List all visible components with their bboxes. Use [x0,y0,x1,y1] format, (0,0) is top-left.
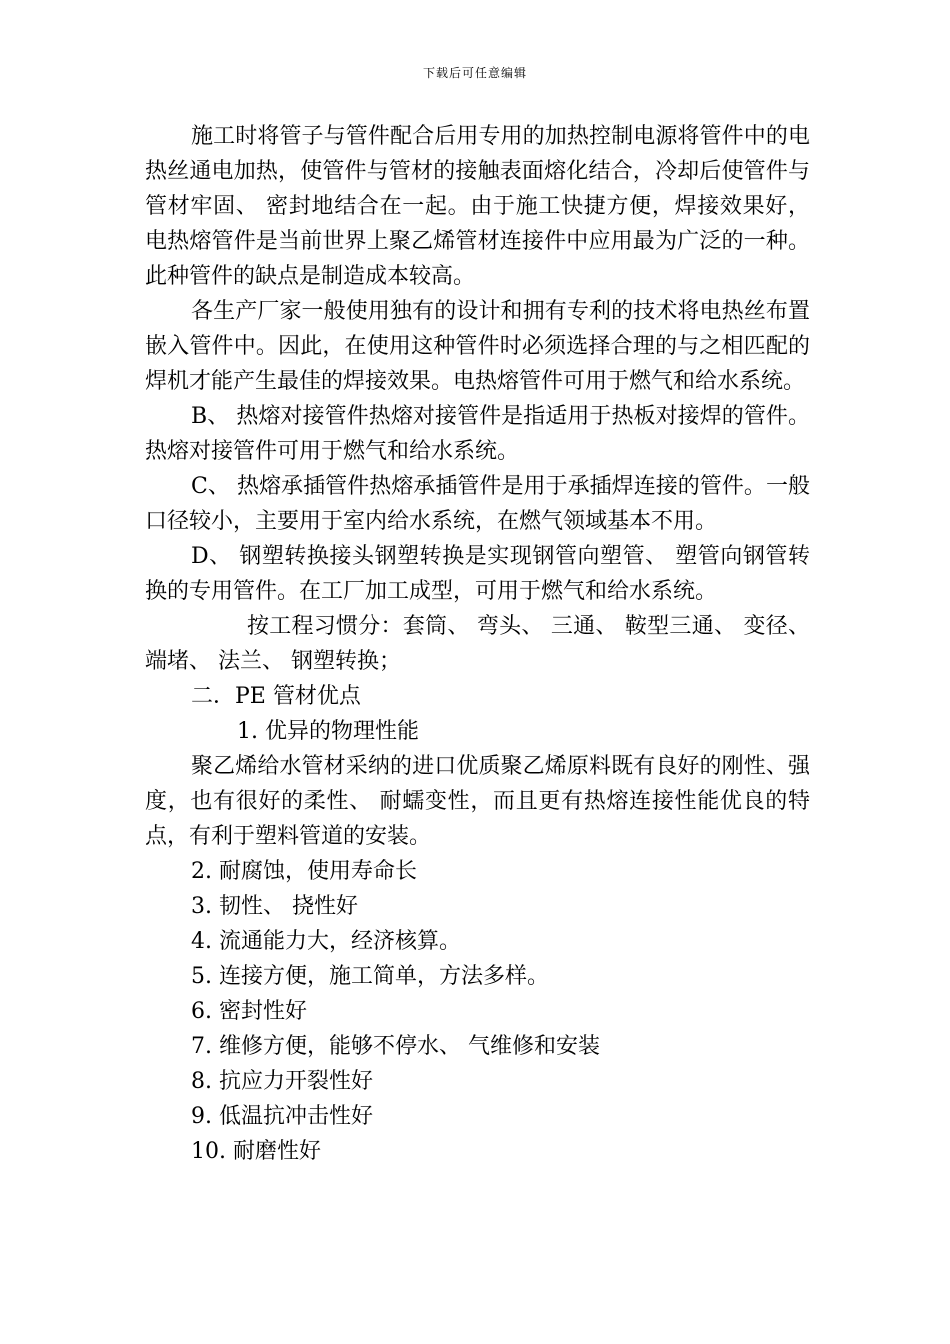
list-item: 3. 韧性、 挠性好 [191,894,358,919]
list-item: 10. 耐磨性好 [191,1139,321,1164]
list-item: 7. 维修方便，能够不停水、 气维修和安装 [191,1034,600,1059]
section-heading: 二．PE 管材优点 [191,684,361,709]
paragraph-butt-fusion-fittings: B、 热熔对接管件热熔对接管件是指适用于热板对接焊的管件。热熔对接管件可用于燃气和给水系统。 [145,404,810,464]
list-item: 8. 抗应力开裂性好 [191,1069,373,1094]
document-body [145,119,810,1169]
list-item: 9. 低温抗冲击性好 [191,1104,373,1129]
paragraph-electrofusion-manufacturers: 各生产厂家一般使用独有的设计和拥有专利的技术将电热丝布置嵌入管件中。因此，在使用这种管件时必须选择合理的与之相匹配的焊机才能产生最佳的焊接效果。电热熔管件可用于燃气和给水系统。 [145,299,810,394]
paragraph-physical-properties: 聚乙烯给水管材采纳的进口优质聚乙烯原料既有良好的刚性、强度，也有很好的柔性、 耐蠕变性，而且更有热熔连接性能优良的特点，有利于塑料管道的安装。 [145,754,810,849]
list-item: 5. 连接方便，施工简单，方法多样。 [191,964,549,989]
list-item: 6. 密封性好 [191,999,307,1024]
page-header: 下载后可任意编辑 [422,66,527,80]
paragraph-socket-fusion-fittings: C、 热熔承插管件热熔承插管件是用于承插焊连接的管件。一般口径较小，主要用于室内给水系统，在燃气领域基本不用。 [145,474,810,534]
paragraph-engineering-classification: 按工程习惯分：套筒、 弯头、 三通、 鞍型三通、 变径、 端堵、 法兰、 钢塑转换； [145,614,810,674]
paragraph-electrofusion-construction: 施工时将管子与管件配合后用专用的加热控制电源将管件中的电热丝通电加热，使管件与管材的接触表面熔化结合，冷却后使管件与管材牢固、 密封地结合在一起。由于施工快捷方便，焊接效果好，电热熔管件是当前世界上聚乙烯管材连接件中应用最为广泛的一种。此种管件的缺点是制造成本较高。 [145,124,810,289]
paragraph-steel-plastic-transition: D、 钢塑转换接头钢塑转换是实现钢管向塑管、 塑管向钢管转换的专用管件。在工厂加工成型，可用于燃气和给水系统。 [145,544,810,604]
list-item: 4. 流通能力大，经济核算。 [191,929,461,954]
list-item: 2. 耐腐蚀，使用寿命长 [191,859,417,884]
list-item-physical-properties: 1. 优异的物理性能 [237,719,419,744]
